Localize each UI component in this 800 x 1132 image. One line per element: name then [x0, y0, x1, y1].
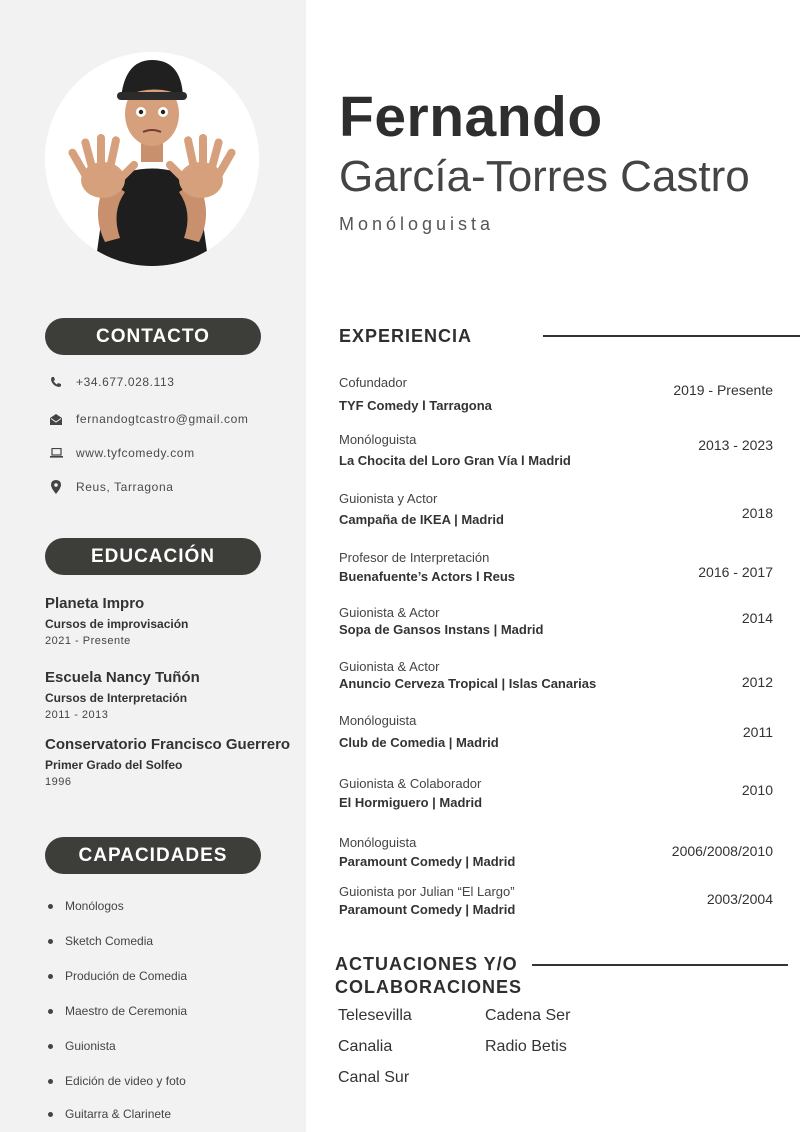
experience-date: 2014	[741, 610, 773, 626]
experience-date: 2003/2004	[706, 891, 773, 907]
experience-role: Guionista & Colaborador	[339, 776, 482, 791]
experience-section-title: EXPERIENCIA	[339, 326, 473, 346]
bullet-icon	[48, 1009, 53, 1014]
collaboration-item: Telesevilla	[338, 1007, 412, 1024]
contact-email[interactable]	[48, 411, 249, 427]
experience-role: Guionista por Julian “El Largo”	[339, 884, 515, 899]
education-item	[45, 595, 300, 647]
phone-icon	[48, 374, 64, 390]
skill-label: Monólogos	[65, 899, 124, 913]
bullet-icon	[48, 974, 53, 979]
experience-place: La Chocita del Loro Gran Vía l Madrid	[339, 453, 571, 468]
collaboration-item: Cadena Ser	[485, 1007, 571, 1024]
envelope-icon	[48, 411, 64, 427]
contact-website[interactable]	[48, 445, 195, 461]
skills-section-title: CAPACIDADES	[45, 837, 261, 874]
collaborations-title-line2: COLABORACIONES	[335, 977, 523, 997]
bullet-icon	[48, 1112, 53, 1117]
experience-date: 2018	[741, 505, 773, 521]
experience-role: Guionista y Actor	[339, 491, 438, 506]
collaboration-item: Canal Sur	[338, 1069, 410, 1086]
section-divider	[543, 335, 800, 337]
skill-item	[48, 1039, 116, 1053]
contact-phone[interactable]	[48, 374, 175, 390]
skill-item	[48, 1107, 171, 1121]
education-school: Planeta Impro	[45, 595, 145, 612]
collaborations-title-line1: ACTUACIONES Y/O	[335, 954, 518, 974]
bullet-icon	[48, 1079, 53, 1084]
skill-item	[48, 899, 124, 913]
experience-role: Monóloguista	[339, 835, 417, 850]
skill-label: Guionista	[65, 1039, 116, 1053]
education-years: 2021 - Presente	[45, 635, 131, 647]
profile-photo	[45, 52, 259, 266]
skill-item	[48, 934, 153, 948]
contact-website-text: www.tyfcomedy.com	[76, 446, 195, 460]
experience-date: 2012	[741, 674, 773, 690]
experience-role: Monóloguista	[339, 713, 417, 728]
education-years: 1996	[45, 776, 72, 788]
skill-label: Maestro de Ceremonia	[65, 1004, 188, 1018]
experience-place: TYF Comedy l Tarragona	[339, 398, 492, 413]
contact-location-text: Reus, Tarragona	[76, 480, 174, 494]
collaboration-item: Radio Betis	[485, 1038, 567, 1055]
sidebar	[0, 0, 306, 1132]
skill-item	[48, 1004, 187, 1018]
collaboration-item: Canalia	[338, 1038, 393, 1055]
experience-date: 2011	[742, 724, 773, 740]
job-title: Monóloguista	[339, 214, 495, 234]
education-school: Escuela Nancy Tuñón	[45, 669, 200, 686]
contact-location	[48, 479, 174, 495]
education-section-title: EDUCACIÓN	[45, 538, 261, 575]
experience-date: 2016 - 2017	[698, 564, 773, 580]
experience-place: Club de Comedia | Madrid	[339, 735, 499, 750]
experience-place: Paramount Comedy | Madrid	[339, 854, 516, 869]
contact-section-title: CONTACTO	[45, 318, 261, 355]
experience-role: Guionista & Actor	[339, 659, 440, 674]
location-pin-icon	[48, 479, 64, 495]
experience-date: 2010	[741, 782, 773, 798]
experience-place: Paramount Comedy | Madrid	[339, 902, 516, 917]
skill-label: Guitarra & Clarinete	[65, 1107, 172, 1121]
experience-place: Sopa de Gansos Instans | Madrid	[339, 622, 544, 637]
bullet-icon	[48, 1044, 53, 1049]
experience-place: Anuncio Cerveza Tropical | Islas Canarias	[339, 676, 597, 691]
laptop-icon	[48, 445, 64, 461]
education-course: Primer Grado del Solfeo	[45, 758, 183, 772]
education-school: Conservatorio Francisco Guerrero	[45, 736, 291, 753]
experience-role: Monóloguista	[339, 432, 417, 447]
education-course: Cursos de improvisación	[45, 617, 189, 631]
section-divider	[532, 964, 788, 966]
skill-label: Edición de video y foto	[65, 1074, 186, 1088]
experience-role: Guionista & Actor	[339, 605, 440, 620]
collaborations-section-title	[335, 953, 522, 999]
first-name: Fernando	[339, 85, 603, 149]
experience-date: 2019 - Presente	[673, 382, 773, 398]
skill-label: Sketch Comedia	[65, 934, 154, 948]
bullet-icon	[48, 939, 53, 944]
education-years: 2011 - 2013	[45, 709, 109, 721]
experience-date: 2006/2008/2010	[671, 843, 773, 859]
education-course: Cursos de Interpretación	[45, 691, 188, 705]
education-item	[45, 669, 300, 721]
experience-place: Campaña de IKEA | Madrid	[339, 512, 504, 527]
experience-date: 2013 - 2023	[698, 437, 773, 453]
last-name: García-Torres Castro	[339, 152, 750, 201]
experience-place: El Hormiguero | Madrid	[339, 795, 483, 810]
experience-role: Profesor de Interpretación	[339, 550, 490, 565]
bullet-icon	[48, 904, 53, 909]
skill-item	[48, 969, 187, 983]
skill-item	[48, 1074, 186, 1088]
contact-phone-text: +34.677.028.113	[76, 375, 175, 389]
contact-email-text: fernandogtcastro@gmail.com	[76, 412, 249, 426]
experience-place: Buenafuente’s Actors l Reus	[339, 569, 516, 584]
experience-role: Cofundador	[339, 375, 407, 390]
skill-label: Produción de Comedia	[65, 969, 188, 983]
education-item	[45, 736, 300, 788]
